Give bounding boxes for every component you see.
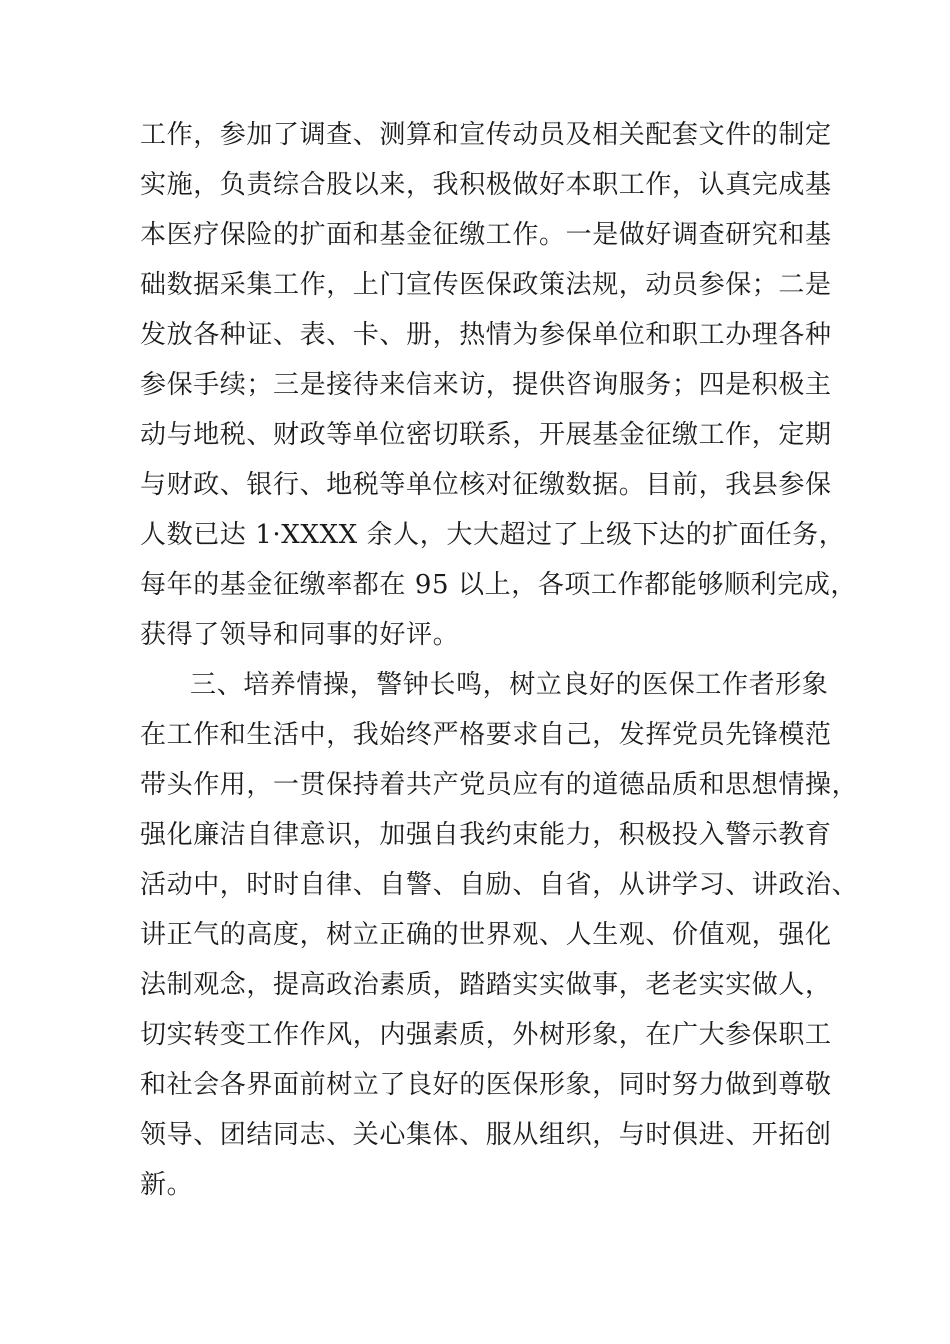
text-line: 活动中，时时自律、自警、自励、自省，从讲学习、讲政治、 [140, 870, 859, 900]
text-line: 参保手续；三是接待来信来访，提供咨询服务；四是积极主 [140, 370, 832, 400]
text-line: 与财政、银行、地税等单位核对征缴数据。目前，我县参保 [140, 470, 832, 500]
text-line: 获得了领导和同事的好评。 [140, 620, 460, 650]
paragraph-2 [140, 710, 859, 1210]
text-line: 切实转变工作作风，内强素质，外树形象，在广大参保职工 [140, 1020, 832, 1050]
text-line: 在工作和生活中，我始终严格要求自己，发挥党员先锋模范 [140, 720, 832, 750]
text-line: 领导、团结同志、关心集体、服从组织，与时俱进、开拓创 [140, 1120, 832, 1150]
text-line: 法制观念，提高政治素质，踏踏实实做事，老老实实做人， [140, 970, 832, 1000]
paragraph-1 [140, 110, 858, 660]
text-line: 实施，负责综合股以来，我积极做好本职工作，认真完成基 [140, 170, 832, 200]
text-line: 和社会各界面前树立了良好的医保形象，同时努力做到尊敬 [140, 1070, 832, 1100]
text-line: 每年的基金征缴率都在 95 以上，各项工作都能够顺利完成， [140, 570, 858, 600]
text-line: 讲正气的高度，树立正确的世界观、人生观、价值观，强化 [140, 920, 832, 950]
text-line: 工作，参加了调查、测算和宣传动员及相关配套文件的制定 [140, 120, 832, 150]
text-line: 发放各种证、表、卡、册，热情为参保单位和职工办理各种 [140, 320, 832, 350]
body-text [140, 110, 859, 1210]
text-line: 强化廉洁自律意识，加强自我约束能力，积极投入警示教育 [140, 820, 832, 850]
text-line: 本医疗保险的扩面和基金征缴工作。一是做好调查研究和基 [140, 220, 832, 250]
text-line: 新。 [140, 1170, 194, 1200]
text-line: 带头作用，一贯保持着共产党员应有的道德品质和思想情操， [140, 770, 859, 800]
section-heading: 三、培养情操，警钟长鸣，树立良好的医保工作者形象 [190, 670, 829, 700]
text-line: 动与地税、财政等单位密切联系，开展基金征缴工作，定期 [140, 420, 832, 450]
text-line: 人数已达 1·XXXX 余人，大大超过了上级下达的扩面任务， [140, 520, 846, 550]
text-line: 础数据采集工作，上门宣传医保政策法规，动员参保；二是 [140, 270, 832, 300]
